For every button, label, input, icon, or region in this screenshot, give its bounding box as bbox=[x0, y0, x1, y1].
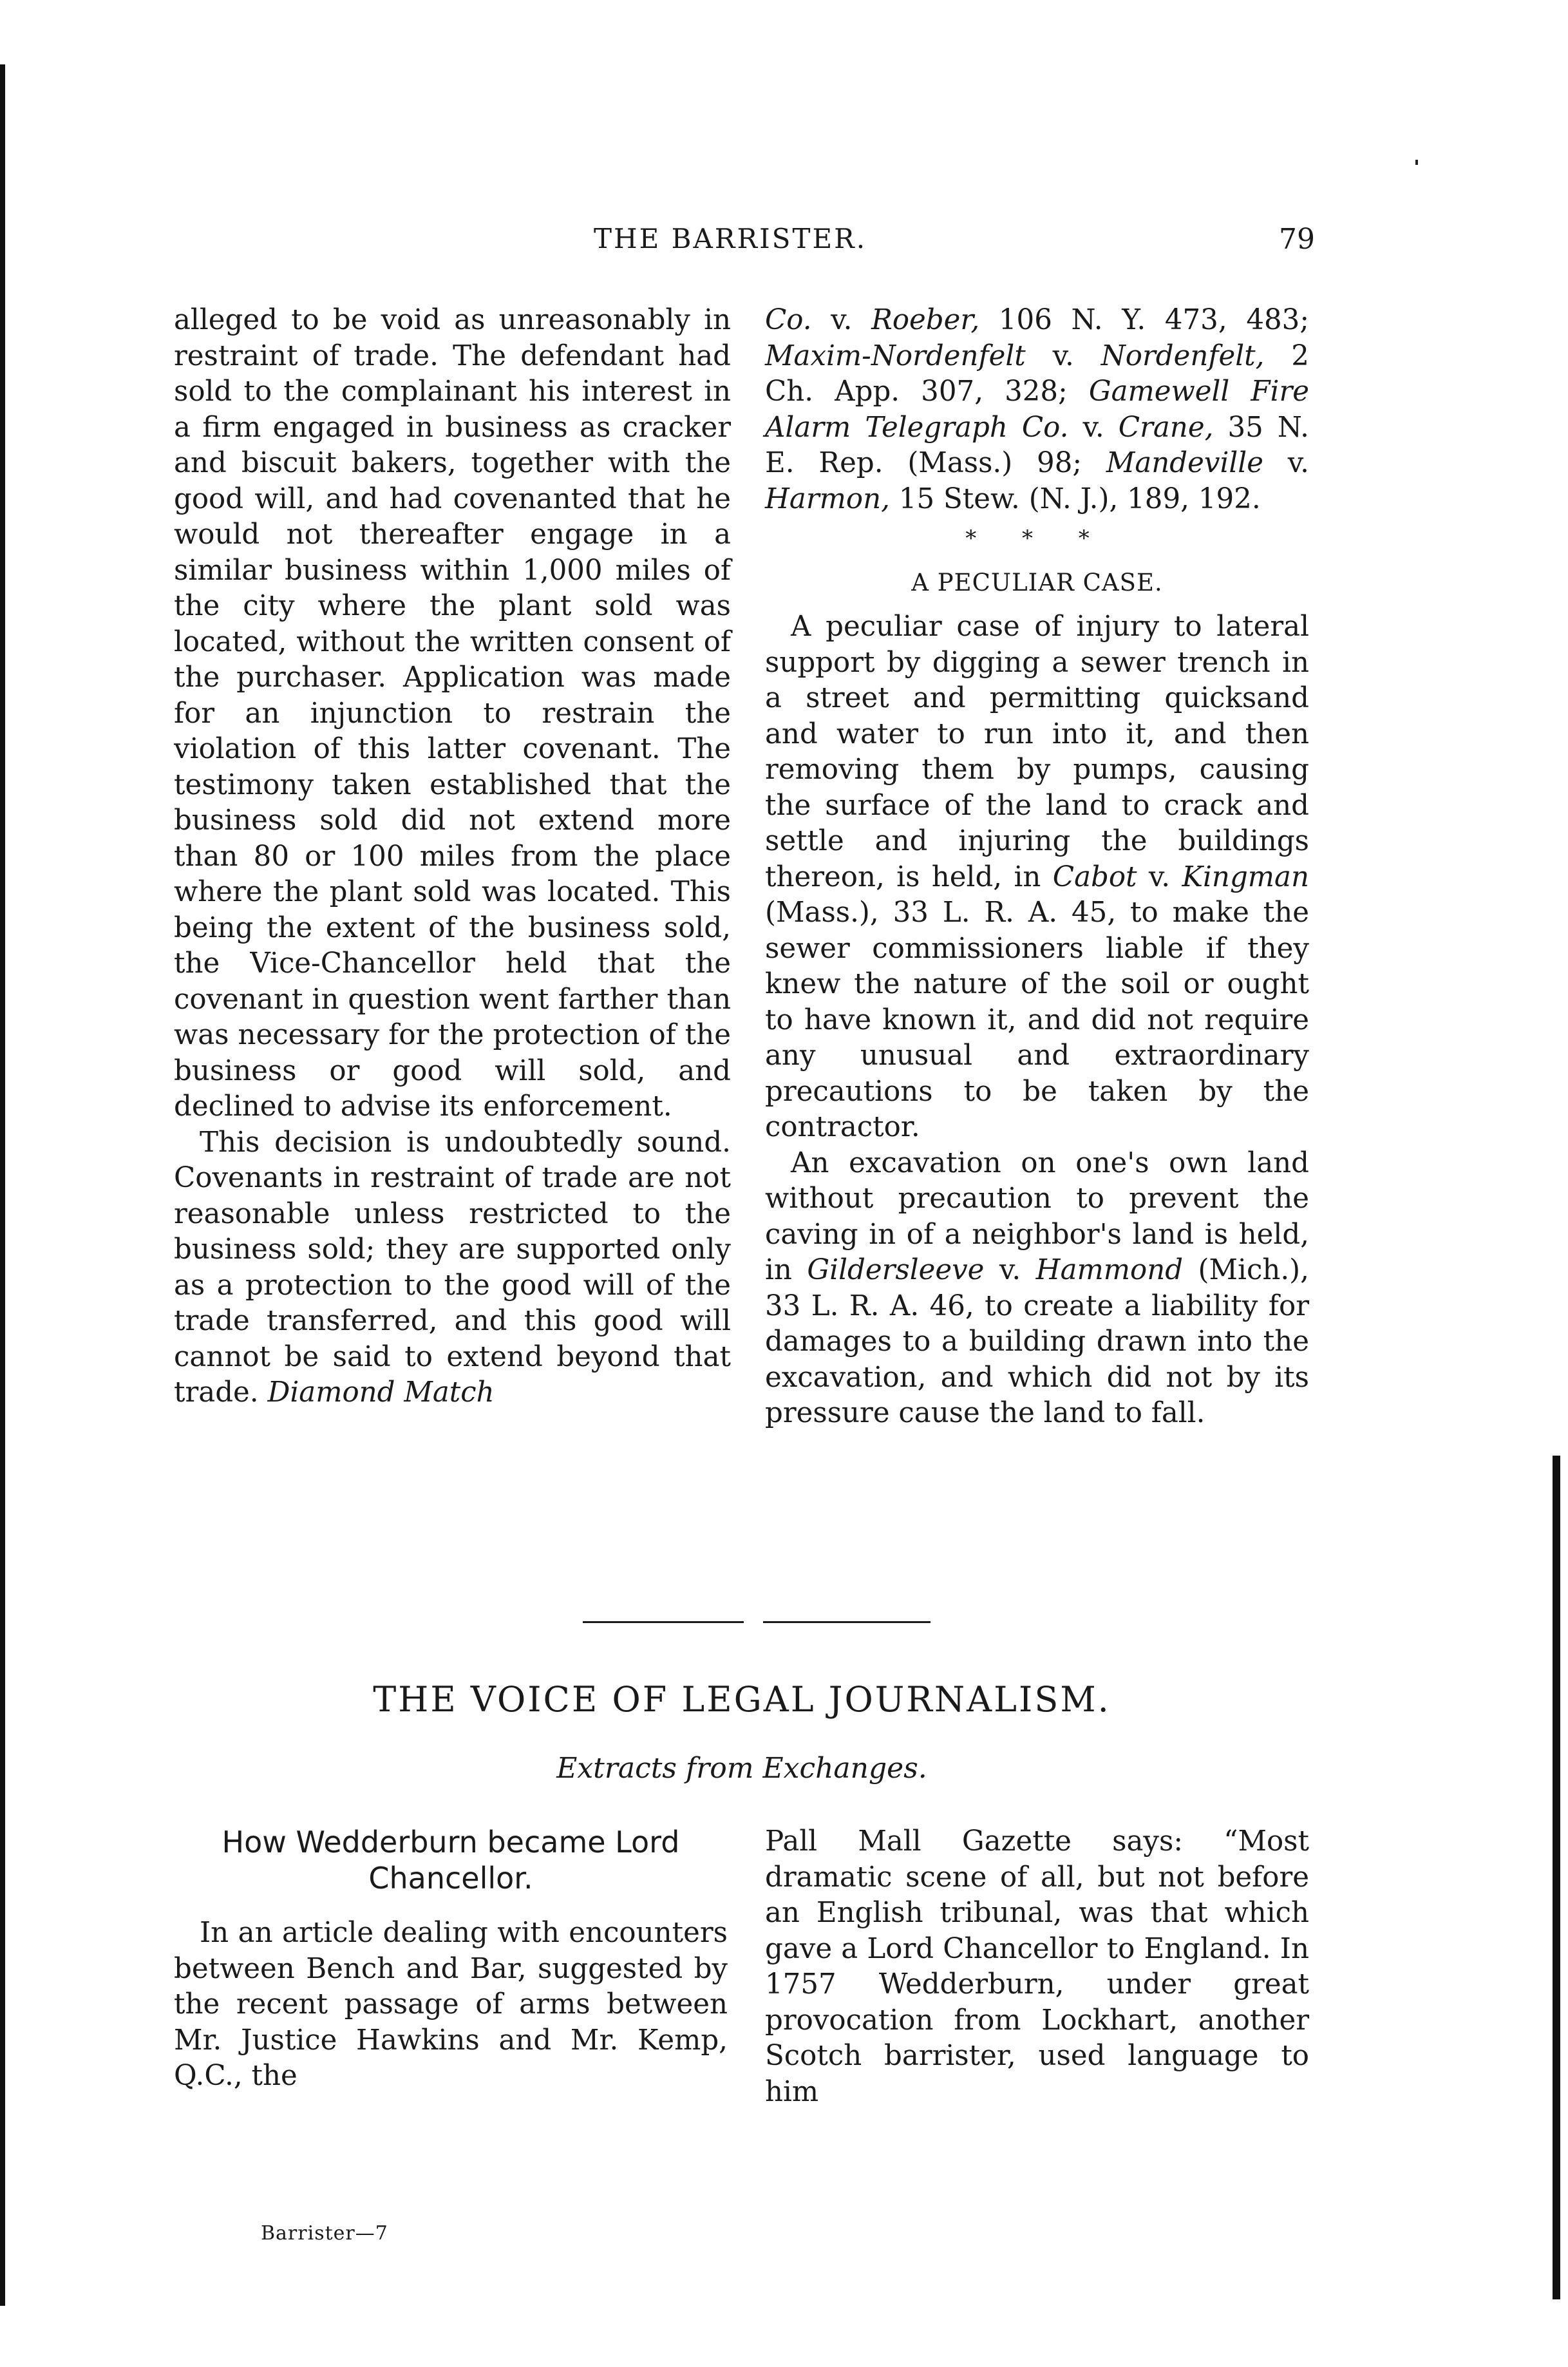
lower-right-column bbox=[765, 1824, 1309, 2110]
peculiar-case-text-b: (Mass.), 33 L. R. A. 45, to make the sewer commissioners liable if they knew the nature of the soil or ought to have known it, and did not require any unusual and extraordinary precautions to be taken by the contractor. bbox=[765, 897, 1309, 1143]
citation-case-name: Roeber, bbox=[871, 304, 980, 336]
upper-right-column bbox=[765, 303, 1309, 1432]
citation-reference: 2 Ch. App. 307, 328; bbox=[765, 339, 1309, 408]
citation-case-name: Harmon, bbox=[765, 482, 890, 515]
versus: v. bbox=[1137, 860, 1182, 893]
case-name-kingman: Kingman bbox=[1182, 860, 1309, 893]
citation-case-name: Mandeville bbox=[1106, 447, 1263, 479]
article-heading: How Wedderburn became Lord Chancellor. bbox=[222, 1825, 680, 1896]
citation-reference: v. bbox=[1068, 411, 1119, 444]
covenant-paragraph: alleged to be void as unreasonably in restraint of trade. The defendant had sold to the complainant his interest in a firm engaged in business as cracker and biscuit bakers, together with the good will, and had covenanted that he would not thereafter engage in a similar business within 1,000 miles of the city where the plant sold was located, without the written consent of the purchaser. Application was made for an injunction to restrain the violation of this latter covenant. The testimony taken established that the business sold did not extend more than 80 or 100 miles from the place where the plant sold was located. This being the extent of the business sold, the Vice-Chancellor held that the covenant in question went farther than was necessary for the protection of the business or good will sold, and declined to advise its enforcement. bbox=[174, 304, 731, 1123]
section-title: THE VOICE OF LEGAL JOURNALISM. bbox=[373, 1679, 1111, 1720]
decision-paragraph bbox=[174, 1125, 731, 1411]
page-number: 79 bbox=[1279, 223, 1315, 256]
case-name-gildersleeve: Gildersleeve bbox=[807, 1254, 985, 1286]
pall-mall-paragraph: Pall Mall Gazette says: “Most dramatic scene of all, but not before an English tribunal, was that which gave a Lord Chancellor to England. In 1757 Wedderburn, under great provocation from Lockhart, another Scotch barrister, used language to him bbox=[765, 1825, 1309, 2108]
peculiar-case-paragraph bbox=[765, 609, 1309, 1146]
citation-case-name: Maxim-Nordenfelt bbox=[765, 339, 1026, 372]
excavation-paragraph bbox=[765, 1146, 1309, 1432]
scan-edge-right bbox=[1553, 1456, 1560, 2299]
excavation-text-b: (Mich.), 33 L. R. A. 46, to create a liability for damages to a building drawn into the excavation, and which did not by its pressure cause the land to fall. bbox=[765, 1254, 1309, 1429]
decision-text: This decision is undoubtedly sound. Covenants in restraint of trade are not reasonable unless restricted to the business sold; they are supported only as a protection to the good will of the trade transferred, and this good will cannot be said to extend beyond that trade. bbox=[174, 1126, 731, 1409]
citation-reference: 15 Stew. (N. J.), 189, 192. bbox=[889, 482, 1261, 515]
section-subtitle: Extracts from Exchanges. bbox=[556, 1752, 927, 1785]
signature-mark: Barrister—7 bbox=[261, 2222, 388, 2245]
citation-reference: v. bbox=[1263, 447, 1309, 479]
case-name-hammond: Hammond bbox=[1035, 1254, 1184, 1286]
case-name-diamond-match: Diamond Match bbox=[267, 1376, 495, 1409]
divider-rule-left bbox=[583, 1621, 744, 1623]
lower-left-column bbox=[174, 1824, 728, 2095]
citations-paragraph bbox=[765, 303, 1309, 517]
upper-left-column bbox=[174, 303, 731, 1411]
scan-edge-left bbox=[0, 64, 5, 2306]
peculiar-case-text-a: A peculiar case of injury to lateral support by digging a sewer trench in a street and permitting quicksand and water to run into it, and then removing them by pumps, causing the surface of the land to crack and settle and injuring the buildings thereon, is held, in bbox=[765, 611, 1309, 893]
citation-case-name: Co. bbox=[765, 304, 812, 336]
running-title: THE BARRISTER. bbox=[594, 223, 867, 254]
section-separator: * * * bbox=[965, 526, 1109, 551]
citation-case-name: Nordenfelt, bbox=[1100, 339, 1265, 372]
running-head bbox=[169, 223, 1315, 268]
wedderburn-paragraph: In an article dealing with encounters between Bench and Bar, suggested by the recent passage of arms between Mr. Justice Hawkins and Mr. Kemp, Q.C., the bbox=[174, 1917, 728, 2092]
citation-reference: v. bbox=[811, 304, 872, 336]
citation-reference: 106 N. Y. 473, 483; bbox=[979, 304, 1310, 336]
citation-case-name: Crane, bbox=[1118, 411, 1214, 444]
citation-reference: v. bbox=[1025, 339, 1101, 372]
versus: v. bbox=[984, 1254, 1036, 1286]
subheading-peculiar-case: A PECULIAR CASE. bbox=[911, 568, 1163, 596]
citation-case-name: Gamewell Fire Alarm Telegraph Co. bbox=[765, 375, 1309, 444]
case-name-cabot: Cabot bbox=[1052, 860, 1137, 893]
divider-rule-right bbox=[763, 1621, 930, 1623]
excavation-text-a: An excavation on one's own land without precaution to prevent the caving in of a neighbor's land is held, in bbox=[765, 1146, 1309, 1286]
scan-speck bbox=[1415, 160, 1418, 165]
citation-reference: 35 N. E. Rep. (Mass.) 98; bbox=[765, 411, 1309, 479]
